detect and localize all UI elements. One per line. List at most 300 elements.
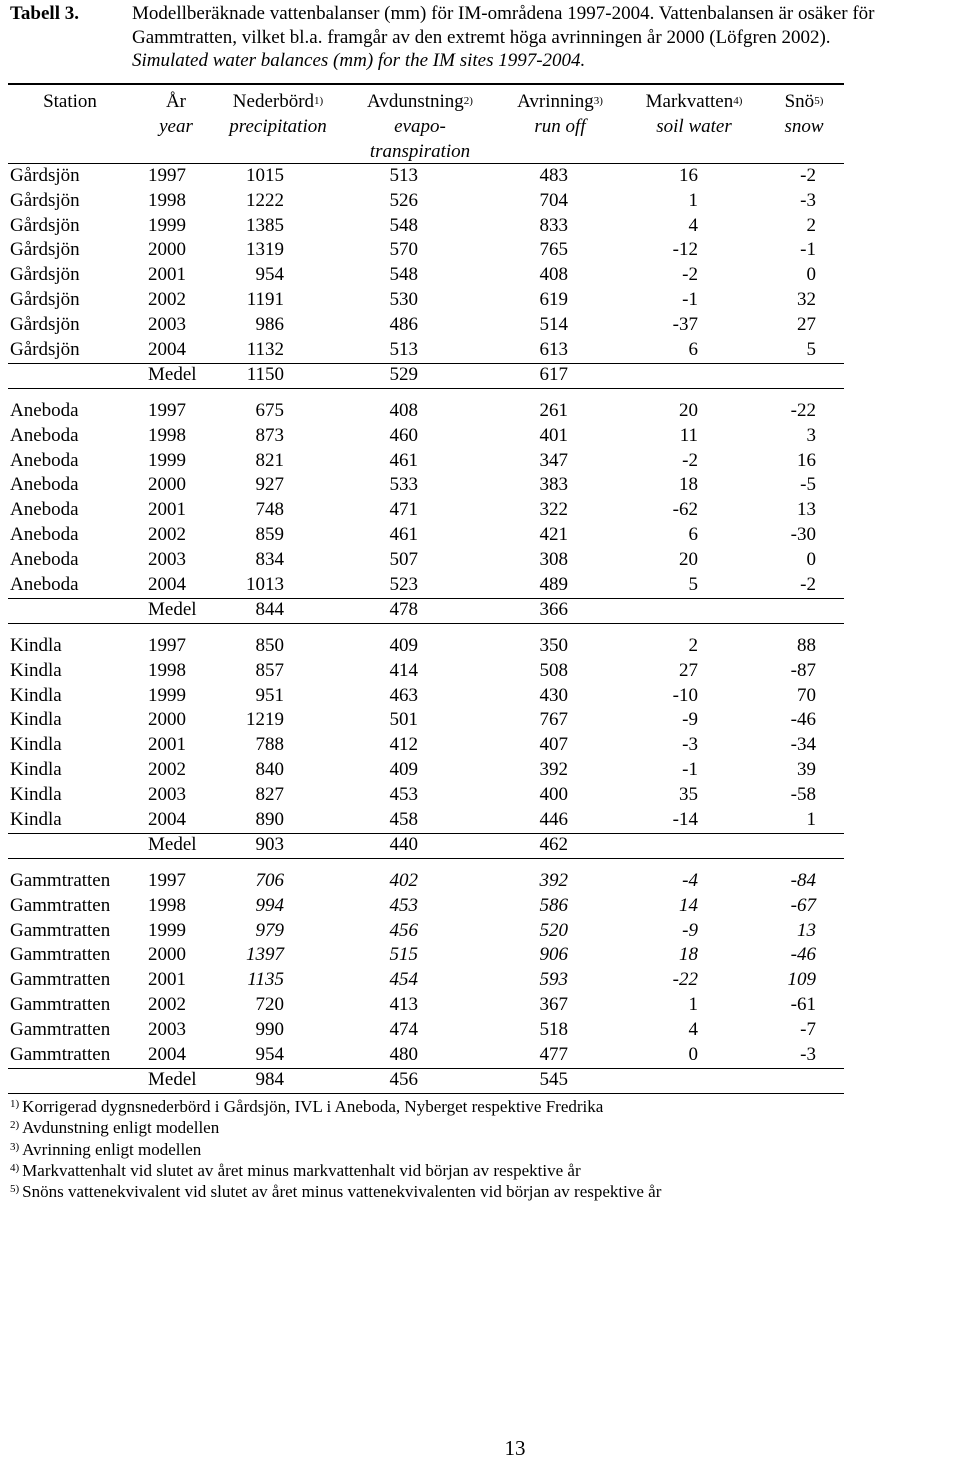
cell-station: Gårdsjön bbox=[10, 289, 80, 310]
cell-precip: 859 bbox=[255, 524, 284, 545]
cell-snow: -5 bbox=[800, 474, 816, 496]
footnote bbox=[10, 1160, 581, 1181]
cell-precip: 1135 bbox=[247, 969, 284, 991]
header-soil-water bbox=[646, 89, 743, 139]
cell-year: 1998 bbox=[148, 659, 186, 681]
cell-precip: 788 bbox=[255, 734, 284, 756]
cell-soil: 18 bbox=[679, 944, 698, 966]
cell-station: Gammtratten bbox=[10, 894, 111, 916]
header-snow-en: snow bbox=[784, 116, 824, 137]
cell-evap: 480 bbox=[389, 1043, 418, 1065]
cell-precip: 990 bbox=[255, 1018, 284, 1040]
cell-evap: 458 bbox=[389, 808, 418, 830]
cell-station: Gammtratten bbox=[10, 1043, 111, 1065]
cell-snow: 0 bbox=[806, 264, 816, 286]
cell-soil: 1 bbox=[688, 189, 698, 211]
cell-soil: -14 bbox=[672, 808, 698, 830]
cell-precip: 720 bbox=[255, 994, 284, 1015]
cell-evap: 507 bbox=[389, 548, 418, 570]
cell-year: 2003 bbox=[148, 783, 186, 805]
cell-soil: -37 bbox=[672, 313, 698, 335]
header-year-sv: År bbox=[165, 91, 187, 112]
cell-station: Gammtratten bbox=[10, 944, 111, 966]
cell-precip: 1132 bbox=[246, 338, 284, 360]
header-soil-water-label: Markvatten bbox=[645, 91, 734, 112]
cell-snow: 2 bbox=[806, 214, 816, 236]
cell-evap: 454 bbox=[389, 969, 418, 991]
cell-runoff: 619 bbox=[539, 289, 568, 310]
cell-year: 2001 bbox=[148, 264, 186, 286]
header-runoff bbox=[517, 89, 603, 139]
cell-snow: 16 bbox=[797, 449, 816, 471]
cell-station: Gårdsjön bbox=[10, 214, 80, 236]
mean-precip: 984 bbox=[255, 1069, 284, 1091]
cell-snow: 27 bbox=[797, 313, 816, 335]
cell-soil: 4 bbox=[688, 1018, 698, 1040]
cell-year: 2000 bbox=[148, 239, 186, 261]
cell-year: 2002 bbox=[148, 994, 186, 1015]
header-station: Station bbox=[43, 91, 97, 112]
header-bottom-rule bbox=[8, 163, 844, 164]
cell-runoff: 421 bbox=[539, 524, 568, 545]
cell-year: 1999 bbox=[148, 214, 186, 236]
mean-runoff: 545 bbox=[539, 1069, 568, 1091]
caption-line-2: Gammtratten, vilket bl.a. framgår av den extremt höga avrinningen år 2000 (Löfgren 2002). bbox=[132, 27, 831, 48]
header-precipitation bbox=[229, 89, 326, 139]
footnote-mark: 2) bbox=[10, 1119, 20, 1132]
footnote bbox=[10, 1096, 603, 1117]
cell-soil: -1 bbox=[682, 759, 698, 780]
cell-year: 1998 bbox=[148, 189, 186, 211]
cell-station: Gammtratten bbox=[10, 1018, 111, 1040]
cell-precip: 834 bbox=[255, 548, 284, 570]
cell-station: Aneboda bbox=[10, 524, 79, 545]
cell-station: Kindla bbox=[10, 734, 62, 756]
cell-snow: -3 bbox=[800, 1043, 816, 1065]
cell-evap: 456 bbox=[389, 919, 418, 941]
cell-evap: 530 bbox=[389, 289, 418, 310]
group-rule bbox=[8, 858, 844, 859]
footnote-text: Korrigerad dygnsnederbörd i Gårdsjön, IVL i Aneboda, Nyberget respektive Fredrika bbox=[22, 1097, 604, 1116]
cell-year: 1997 bbox=[148, 635, 186, 656]
cell-snow: 109 bbox=[787, 969, 816, 991]
cell-runoff: 308 bbox=[539, 548, 568, 570]
footnote bbox=[10, 1181, 661, 1202]
cell-soil: -62 bbox=[672, 499, 698, 521]
cell-runoff: 483 bbox=[539, 165, 568, 186]
cell-year: 1999 bbox=[148, 684, 186, 706]
cell-station: Aneboda bbox=[10, 474, 79, 496]
cell-year: 2002 bbox=[148, 524, 186, 545]
cell-snow: 70 bbox=[797, 684, 816, 706]
cell-soil: -2 bbox=[682, 264, 698, 286]
cell-precip: 1385 bbox=[246, 214, 284, 236]
cell-soil: 6 bbox=[688, 524, 698, 545]
cell-year: 2000 bbox=[148, 709, 186, 731]
cell-evap: 523 bbox=[389, 573, 418, 595]
group-rule bbox=[8, 623, 844, 624]
cell-evap: 513 bbox=[389, 165, 418, 186]
cell-runoff: 401 bbox=[539, 424, 568, 446]
group-rule bbox=[8, 1093, 844, 1094]
cell-year: 2004 bbox=[148, 573, 186, 595]
cell-snow: -58 bbox=[790, 783, 816, 805]
cell-soil: 18 bbox=[679, 474, 698, 496]
cell-evap: 409 bbox=[389, 635, 418, 656]
mean-runoff: 617 bbox=[539, 364, 568, 386]
cell-station: Aneboda bbox=[10, 548, 79, 570]
group-rule bbox=[8, 388, 844, 389]
footnote-ref: 1) bbox=[314, 95, 324, 107]
cell-station: Aneboda bbox=[10, 449, 79, 471]
cell-snow: 1 bbox=[806, 808, 816, 830]
cell-runoff: 430 bbox=[539, 684, 568, 706]
header-year-en: year bbox=[159, 116, 193, 137]
cell-year: 2000 bbox=[148, 944, 186, 966]
cell-year: 1998 bbox=[148, 424, 186, 446]
cell-evap: 453 bbox=[389, 783, 418, 805]
cell-precip: 873 bbox=[255, 424, 284, 446]
cell-soil: -9 bbox=[682, 919, 698, 941]
cell-runoff: 520 bbox=[539, 919, 568, 941]
mean-evap: 440 bbox=[389, 834, 418, 856]
footnote-mark: 4) bbox=[10, 1161, 20, 1174]
cell-year: 2001 bbox=[148, 734, 186, 756]
header-snow-sv bbox=[784, 89, 823, 114]
cell-snow: -7 bbox=[800, 1018, 816, 1040]
cell-runoff: 833 bbox=[539, 214, 568, 236]
cell-snow: -22 bbox=[790, 400, 816, 421]
cell-precip: 1191 bbox=[246, 289, 284, 310]
cell-snow: -3 bbox=[800, 189, 816, 211]
cell-evap: 526 bbox=[389, 189, 418, 211]
footnote-text: Snöns vattenekvivalent vid slutet av året minus vattenekvivalenten vid början av respektive år bbox=[22, 1182, 662, 1202]
cell-evap: 570 bbox=[389, 239, 418, 261]
cell-runoff: 322 bbox=[539, 499, 568, 521]
cell-soil: 14 bbox=[679, 894, 698, 916]
cell-precip: 1222 bbox=[246, 189, 284, 211]
cell-runoff: 347 bbox=[539, 449, 568, 471]
cell-snow: -2 bbox=[800, 573, 816, 595]
cell-year: 2002 bbox=[148, 289, 186, 310]
cell-runoff: 593 bbox=[539, 969, 568, 991]
cell-evap: 548 bbox=[389, 264, 418, 286]
cell-station: Kindla bbox=[10, 709, 62, 731]
cell-evap: 408 bbox=[389, 400, 418, 421]
group-rule bbox=[8, 598, 844, 599]
cell-precip: 748 bbox=[255, 499, 284, 521]
cell-station: Gårdsjön bbox=[10, 189, 80, 211]
page-number: 13 bbox=[504, 1436, 526, 1460]
footnote bbox=[10, 1139, 201, 1160]
cell-station: Kindla bbox=[10, 659, 62, 681]
cell-soil: 4 bbox=[688, 214, 698, 236]
cell-soil: 11 bbox=[679, 424, 698, 446]
cell-snow: -34 bbox=[790, 734, 816, 756]
mean-precip: 844 bbox=[255, 599, 284, 621]
header-evaporation-en-1: evapo- bbox=[394, 116, 446, 137]
cell-snow: 0 bbox=[806, 548, 816, 570]
cell-runoff: 704 bbox=[539, 189, 568, 211]
cell-year: 1999 bbox=[148, 919, 186, 941]
cell-runoff: 518 bbox=[539, 1018, 568, 1040]
cell-evap: 513 bbox=[389, 338, 418, 360]
cell-runoff: 508 bbox=[539, 659, 568, 681]
cell-station: Aneboda bbox=[10, 499, 79, 521]
cell-precip: 706 bbox=[255, 870, 284, 891]
cell-year: 2001 bbox=[148, 499, 186, 521]
cell-soil: 35 bbox=[679, 783, 698, 805]
mean-label: Medel bbox=[148, 1069, 197, 1091]
cell-evap: 463 bbox=[389, 684, 418, 706]
cell-station: Gårdsjön bbox=[10, 313, 80, 335]
cell-runoff: 613 bbox=[539, 338, 568, 360]
cell-soil: -4 bbox=[682, 870, 698, 891]
cell-evap: 460 bbox=[389, 424, 418, 446]
cell-station: Aneboda bbox=[10, 424, 79, 446]
cell-year: 2000 bbox=[148, 474, 186, 496]
cell-station: Gammtratten bbox=[10, 994, 111, 1015]
cell-runoff: 477 bbox=[539, 1043, 568, 1065]
cell-year: 2003 bbox=[148, 1018, 186, 1040]
cell-evap: 409 bbox=[389, 759, 418, 780]
cell-evap: 474 bbox=[389, 1018, 418, 1040]
cell-station: Kindla bbox=[10, 684, 62, 706]
cell-runoff: 489 bbox=[539, 573, 568, 595]
cell-precip: 890 bbox=[255, 808, 284, 830]
cell-snow: -30 bbox=[790, 524, 816, 545]
mean-precip: 903 bbox=[255, 834, 284, 856]
cell-year: 1999 bbox=[148, 449, 186, 471]
cell-snow: -2 bbox=[800, 165, 816, 186]
cell-soil: -1 bbox=[682, 289, 698, 310]
cell-station: Aneboda bbox=[10, 573, 79, 595]
cell-precip: 954 bbox=[255, 1043, 284, 1065]
table-label: Tabell 3. bbox=[10, 3, 79, 24]
group-rule bbox=[8, 833, 844, 834]
cell-evap: 501 bbox=[389, 709, 418, 731]
cell-soil: 27 bbox=[679, 659, 698, 681]
cell-precip: 1319 bbox=[246, 239, 284, 261]
cell-soil: -22 bbox=[672, 969, 698, 991]
header-soil-water-sv bbox=[646, 89, 743, 114]
cell-precip: 1013 bbox=[246, 573, 284, 595]
cell-soil: -9 bbox=[682, 709, 698, 731]
cell-soil: -10 bbox=[672, 684, 698, 706]
cell-soil: 16 bbox=[679, 165, 698, 186]
header-year bbox=[159, 89, 193, 139]
footnote-mark: 5) bbox=[10, 1183, 20, 1196]
cell-runoff: 367 bbox=[539, 994, 568, 1015]
footnote-ref: 3) bbox=[593, 95, 603, 107]
mean-evap: 529 bbox=[389, 364, 418, 386]
cell-runoff: 514 bbox=[539, 313, 568, 335]
footnote-ref: 4) bbox=[733, 95, 743, 107]
cell-soil: 5 bbox=[688, 573, 698, 595]
footnote-text: Avrinning enligt modellen bbox=[22, 1139, 202, 1159]
mean-label: Medel bbox=[148, 834, 197, 856]
header-snow-label: Snö bbox=[784, 91, 815, 112]
cell-snow: 13 bbox=[797, 499, 816, 521]
header-evaporation bbox=[367, 89, 473, 164]
cell-evap: 453 bbox=[389, 894, 418, 916]
table-top-rule bbox=[8, 83, 844, 85]
cell-evap: 412 bbox=[389, 734, 418, 756]
footnote-ref: 2) bbox=[463, 95, 473, 107]
footnote-text: Avdunstning enligt modellen bbox=[22, 1118, 220, 1138]
cell-soil: 20 bbox=[679, 548, 698, 570]
cell-station: Kindla bbox=[10, 635, 62, 656]
cell-precip: 951 bbox=[255, 684, 284, 706]
cell-year: 1997 bbox=[148, 870, 186, 891]
header-precipitation-sv bbox=[229, 89, 326, 114]
cell-precip: 840 bbox=[255, 759, 284, 780]
cell-snow: 39 bbox=[797, 759, 816, 780]
cell-precip: 986 bbox=[255, 313, 284, 335]
cell-year: 2003 bbox=[148, 548, 186, 570]
cell-snow: -46 bbox=[790, 944, 816, 966]
cell-snow: -67 bbox=[790, 894, 816, 916]
header-evaporation-sv bbox=[367, 89, 473, 114]
header-precipitation-label: Nederbörd bbox=[232, 91, 315, 112]
cell-precip: 954 bbox=[255, 264, 284, 286]
cell-precip: 675 bbox=[255, 400, 284, 421]
cell-snow: 32 bbox=[797, 289, 816, 310]
cell-soil: -2 bbox=[682, 449, 698, 471]
cell-precip: 994 bbox=[255, 894, 284, 916]
cell-year: 2003 bbox=[148, 313, 186, 335]
cell-snow: -46 bbox=[790, 709, 816, 731]
cell-precip: 827 bbox=[255, 783, 284, 805]
cell-runoff: 392 bbox=[539, 759, 568, 780]
cell-station: Gårdsjön bbox=[10, 239, 80, 261]
cell-snow: 3 bbox=[806, 424, 816, 446]
cell-year: 2004 bbox=[148, 338, 186, 360]
cell-runoff: 383 bbox=[539, 474, 568, 496]
cell-year: 1998 bbox=[148, 894, 186, 916]
cell-soil: 20 bbox=[679, 400, 698, 421]
group-rule bbox=[8, 1068, 844, 1069]
cell-evap: 402 bbox=[389, 870, 418, 891]
cell-evap: 461 bbox=[389, 449, 418, 471]
cell-precip: 1015 bbox=[246, 165, 284, 186]
cell-year: 2002 bbox=[148, 759, 186, 780]
footnote-ref: 5) bbox=[814, 95, 824, 107]
cell-precip: 979 bbox=[255, 919, 284, 941]
header-evaporation-label: Avdunstning bbox=[367, 91, 464, 112]
cell-station: Gårdsjön bbox=[10, 264, 80, 286]
cell-runoff: 767 bbox=[539, 709, 568, 731]
cell-runoff: 261 bbox=[539, 400, 568, 421]
footnote-mark: 3) bbox=[10, 1140, 20, 1153]
cell-station: Gårdsjön bbox=[10, 338, 80, 360]
cell-runoff: 446 bbox=[539, 808, 568, 830]
cell-precip: 1397 bbox=[246, 944, 284, 966]
mean-runoff: 462 bbox=[539, 834, 568, 856]
cell-year: 2004 bbox=[148, 1043, 186, 1065]
cell-snow: 5 bbox=[806, 338, 816, 360]
cell-runoff: 765 bbox=[539, 239, 568, 261]
header-runoff-label: Avrinning bbox=[517, 91, 594, 112]
cell-year: 1997 bbox=[148, 400, 186, 421]
mean-label: Medel bbox=[148, 599, 197, 621]
mean-precip: 1150 bbox=[246, 364, 284, 386]
cell-evap: 461 bbox=[389, 524, 418, 545]
cell-station: Kindla bbox=[10, 759, 62, 780]
cell-runoff: 392 bbox=[539, 870, 568, 891]
cell-station: Gammtratten bbox=[10, 919, 111, 941]
cell-soil: 0 bbox=[688, 1043, 698, 1065]
cell-station: Aneboda bbox=[10, 400, 79, 421]
cell-station: Gammtratten bbox=[10, 969, 111, 991]
mean-evap: 478 bbox=[389, 599, 418, 621]
cell-snow: 13 bbox=[797, 919, 816, 941]
cell-runoff: 400 bbox=[539, 783, 568, 805]
cell-snow: -84 bbox=[790, 870, 816, 891]
footnote bbox=[10, 1117, 219, 1138]
cell-snow: 88 bbox=[797, 635, 816, 656]
cell-year: 2004 bbox=[148, 808, 186, 830]
cell-soil: -3 bbox=[682, 734, 698, 756]
mean-label: Medel bbox=[148, 364, 197, 386]
cell-soil: 6 bbox=[688, 338, 698, 360]
header-snow bbox=[784, 89, 823, 139]
cell-station: Kindla bbox=[10, 783, 62, 805]
cell-evap: 486 bbox=[389, 313, 418, 335]
cell-year: 1997 bbox=[148, 165, 186, 186]
header-evaporation-en-2: transpiration bbox=[369, 141, 471, 162]
cell-precip: 857 bbox=[255, 659, 284, 681]
cell-station: Kindla bbox=[10, 808, 62, 830]
cell-soil: 2 bbox=[688, 635, 698, 656]
cell-evap: 413 bbox=[389, 994, 418, 1015]
cell-soil: 1 bbox=[688, 994, 698, 1015]
caption-line-3-english: Simulated water balances (mm) for the IM sites 1997-2004. bbox=[132, 50, 586, 71]
footnote-mark: 1) bbox=[10, 1098, 20, 1110]
cell-evap: 414 bbox=[389, 659, 418, 681]
cell-snow: -61 bbox=[790, 994, 816, 1015]
cell-runoff: 407 bbox=[539, 734, 568, 756]
group-rule bbox=[8, 363, 844, 364]
caption-line-1: Modellberäknade vattenbalanser (mm) för IM-områdena 1997-2004. Vattenbalansen är osäker för bbox=[132, 3, 875, 24]
mean-runoff: 366 bbox=[539, 599, 568, 621]
mean-evap: 456 bbox=[389, 1069, 418, 1091]
cell-evap: 548 bbox=[389, 214, 418, 236]
cell-precip: 850 bbox=[255, 635, 284, 656]
cell-precip: 1219 bbox=[246, 709, 284, 731]
header-runoff-en: run off bbox=[534, 116, 586, 137]
cell-snow: -87 bbox=[790, 659, 816, 681]
cell-runoff: 906 bbox=[539, 944, 568, 966]
cell-soil: -12 bbox=[672, 239, 698, 261]
footnote-text: Markvattenhalt vid slutet av året minus markvattenhalt vid början av respektive år bbox=[22, 1160, 581, 1180]
cell-evap: 471 bbox=[389, 499, 418, 521]
cell-station: Gårdsjön bbox=[10, 165, 80, 186]
cell-runoff: 586 bbox=[539, 894, 568, 916]
header-runoff-sv bbox=[517, 89, 603, 114]
cell-snow: -1 bbox=[800, 239, 816, 261]
cell-runoff: 408 bbox=[539, 264, 568, 286]
cell-precip: 927 bbox=[255, 474, 284, 496]
cell-year: 2001 bbox=[148, 969, 186, 991]
cell-runoff: 350 bbox=[539, 635, 568, 656]
cell-evap: 515 bbox=[389, 944, 418, 966]
cell-evap: 533 bbox=[389, 474, 418, 496]
header-soil-water-en: soil water bbox=[656, 116, 732, 137]
cell-station: Gammtratten bbox=[10, 870, 111, 891]
header-precipitation-en: precipitation bbox=[229, 116, 327, 137]
cell-precip: 821 bbox=[255, 449, 284, 471]
